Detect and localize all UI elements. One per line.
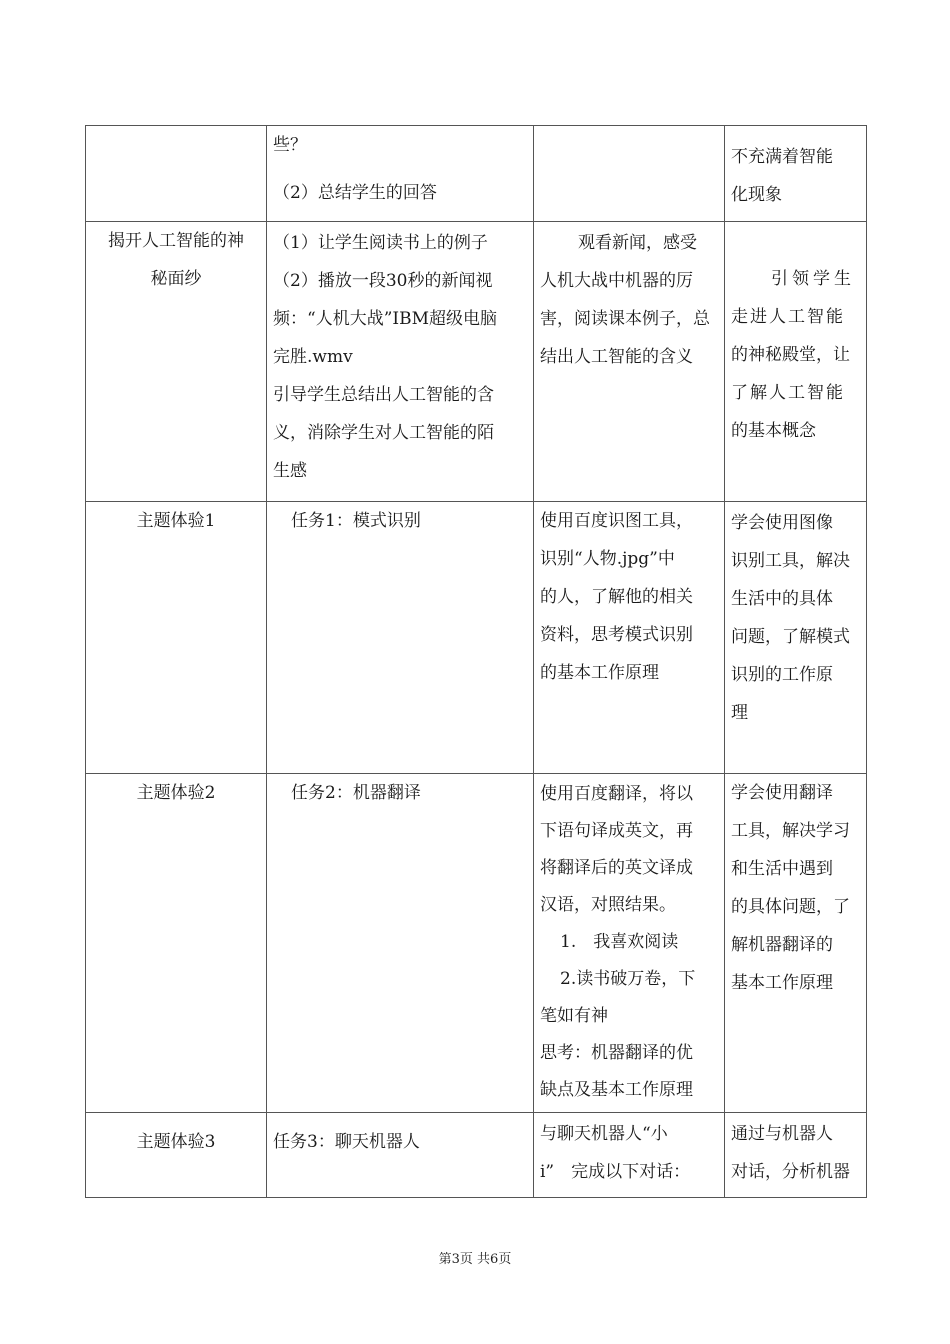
text-line: 使用百度识图工具， (540, 511, 693, 531)
text-line: 通过与机器人 (731, 1124, 833, 1144)
text-line: 思考：机器翻译的优 (540, 1043, 693, 1063)
design-purpose-cell (725, 222, 867, 502)
text-line: 汉语，对照结果。 (540, 895, 676, 915)
text-line: 了解人工智能 (731, 383, 845, 403)
text-line: 的基本工作原理 (540, 663, 659, 683)
text-line: 使用百度翻译，将以 (540, 784, 693, 804)
text-line: 的具体问题，了 (731, 897, 850, 917)
teacher-activity-cell (267, 774, 534, 1113)
text-line: 完胜.wmv (273, 347, 353, 367)
text-line: 主题体验3 (136, 1132, 216, 1152)
text-line: 解机器翻译的 (731, 935, 833, 955)
teacher-activity-cell (267, 502, 534, 774)
text-line: 些？ (273, 135, 307, 155)
design-purpose-cell (725, 1113, 867, 1198)
table-row (86, 502, 867, 774)
text-line: 2.读书破万卷，下 (560, 969, 696, 989)
text-line: 对话，分析机器 (731, 1162, 850, 1182)
text-line: 结出人工智能的含义 (540, 347, 693, 367)
text-line: 理 (731, 703, 748, 723)
text-line: 频：“人机大战”IBM超级电脑 (273, 309, 497, 329)
text-line: 秘面纱 (150, 269, 202, 289)
page-footer: 第3页 共6页 (438, 1252, 512, 1267)
text-line: 缺点及基本工作原理 (540, 1080, 693, 1100)
design-purpose-cell (725, 502, 867, 774)
text-line: 不充满着智能 (731, 147, 833, 167)
teacher-activity-cell (267, 126, 534, 222)
stage-cell (86, 774, 267, 1113)
text-line: （1）让学生阅读书上的例子 (273, 233, 488, 253)
text-line: 学会使用图像 (731, 513, 833, 533)
text-line: 走进人工智能 (731, 307, 845, 327)
teacher-activity-cell (267, 1113, 534, 1198)
text-line: 基本工作原理 (731, 973, 833, 993)
stage-cell (86, 126, 267, 222)
text-line: 任务1：模式识别 (291, 511, 421, 531)
text-line: 揭开人工智能的神 (108, 231, 244, 251)
student-activity-cell (534, 774, 725, 1113)
text-line: 识别的工作原 (731, 665, 833, 685)
text-line: 识别“人物.jpg”中 (540, 549, 675, 569)
student-activity-cell (534, 222, 725, 502)
table-row (86, 774, 867, 1113)
text-line: 生感 (273, 461, 307, 481)
text-line: 主题体验1 (136, 511, 216, 531)
student-activity-cell (534, 1113, 725, 1198)
stage-cell (86, 1113, 267, 1198)
text-line: 任务2：机器翻译 (291, 783, 421, 803)
table-row (86, 222, 867, 502)
table-row (86, 126, 867, 222)
text-line: 引导学生总结出人工智能的含 (273, 385, 494, 405)
text-line: 的神秘殿堂，让 (731, 345, 850, 365)
text-line: （2）总结学生的回答 (273, 183, 437, 203)
text-line: 将翻译后的英文译成 (540, 858, 693, 878)
text-line: 的基本概念 (731, 421, 816, 441)
text-line: 的人，了解他的相关 (540, 587, 693, 607)
teacher-activity-cell (267, 222, 534, 502)
text-line: 识别工具，解决 (731, 551, 850, 571)
stage-cell (86, 222, 267, 502)
text-line: 问题，了解模式 (731, 627, 850, 647)
student-activity-cell (534, 502, 725, 774)
student-activity-cell (534, 126, 725, 222)
text-line: （2）播放一段30秒的新闻视 (273, 271, 493, 291)
text-line: 资料，思考模式识别 (540, 625, 693, 645)
text-line: 观看新闻，感受 (578, 233, 697, 253)
text-line: 工具，解决学习 (731, 821, 850, 841)
table-row (86, 1113, 867, 1198)
design-purpose-cell (725, 774, 867, 1113)
design-purpose-cell (725, 126, 867, 222)
text-line: 化现象 (731, 185, 782, 205)
text-line: 人机大战中机器的厉 (540, 271, 693, 291)
text-line: 生活中的具体 (731, 589, 833, 609)
text-line: 害，阅读课本例子，总 (540, 309, 710, 329)
text-line: 下语句译成英文，再 (540, 821, 693, 841)
text-line: 引领学生 (771, 269, 855, 289)
text-line: 与聊天机器人“小 (540, 1124, 668, 1144)
text-line: 学会使用翻译 (731, 783, 833, 803)
text-line: i” 完成以下对话： (540, 1162, 691, 1182)
text-line: 主题体验2 (136, 783, 216, 803)
lesson-plan-table (85, 125, 867, 1198)
text-line: 义，消除学生对人工智能的陌 (273, 423, 494, 443)
text-line: 1. 我喜欢阅读 (560, 932, 679, 952)
text-line: 笔如有神 (540, 1006, 608, 1026)
text-line: 任务3：聊天机器人 (273, 1132, 420, 1152)
text-line: 和生活中遇到 (731, 859, 833, 879)
stage-cell (86, 502, 267, 774)
